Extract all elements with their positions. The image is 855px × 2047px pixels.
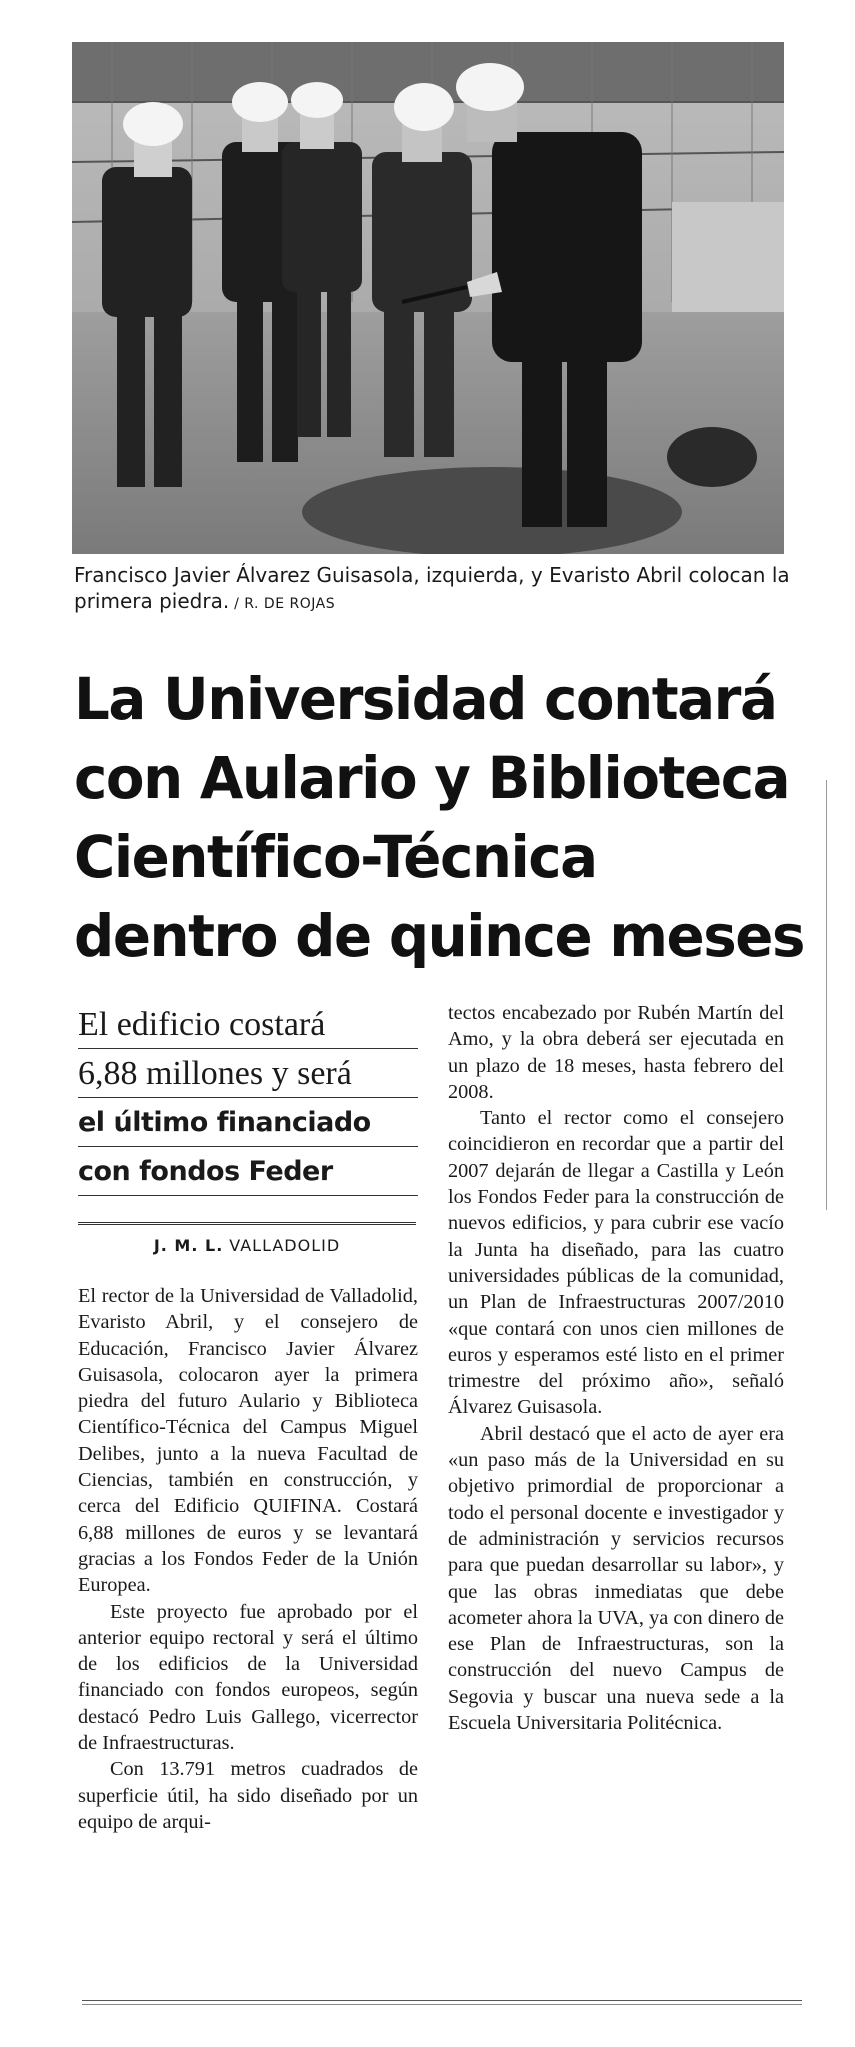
article-headline [74, 660, 805, 976]
byline-author: J. M. L. [153, 1236, 224, 1255]
article-column-right [448, 1000, 784, 1736]
headline-line-2: con Aulario y Biblioteca [74, 744, 790, 812]
bottom-divider-secondary [82, 2004, 802, 2005]
article-subheadline [78, 1000, 418, 1196]
headline-line-4: dentro de quince meses [74, 902, 805, 970]
paragraph-2: Este proyecto fue aprobado por el anterior equipo rectoral y será el último de los edificios de la Universidad financiado con fondos europeos, según destacó Pedro Luis Gallego, vicerrector de Infraestructuras. [78, 1600, 418, 1755]
subheadline-line-2: 6,88 millones y será [78, 1049, 418, 1098]
subheadline-line-1: El edificio costará [78, 1000, 418, 1049]
byline [78, 1236, 416, 1255]
headline-line-1: La Universidad contará [74, 665, 777, 733]
subheadline-line-4: con fondos Feder [78, 1147, 418, 1196]
news-photo [72, 42, 784, 554]
photo-caption [74, 562, 794, 617]
headline-line-3: Científico-Técnica [74, 823, 597, 891]
bottom-divider [82, 2000, 802, 2001]
subheadline-line-3: el último financiado [78, 1098, 418, 1147]
caption-text: Francisco Javier Álvarez Guisasola, izquierda, y Evaristo Abril colocan la primera piedra. [74, 563, 790, 613]
photo-ceremony-scene [72, 42, 784, 554]
paragraph-3-end: tectos encabezado por Rubén Martín del Amo, y la obra deberá ser ejecutada en un plazo de 18 meses, hasta febrero del 2008. [448, 1002, 784, 1103]
paragraph-1: El rector de la Universidad de Valladolid, Evaristo Abril, y el consejero de Educación, Francisco Javier Álvarez Guisasola, colocaron ayer la primera piedra del futuro Aulario y Biblioteca Científico-Técnica del Campus Miguel Delibes, junto a la nueva Facultad de Ciencias, también en construcción, y cerca del Edificio QUIFINA. Costará 6,88 millones de euros y se levantará gracias a los Fondos Feder de la Unión Europea. [78, 1285, 418, 1597]
paragraph-3-start: Con 13.791 metros cuadrados de superficie útil, ha sido diseñado por un equipo de arqui- [78, 1758, 418, 1833]
margin-rule [826, 780, 827, 1210]
byline-divider [78, 1222, 416, 1225]
article-column-left [78, 1283, 418, 1835]
paragraph-4: Tanto el rector como el consejero coincidieron en recordar que a partir del 2007 dejarán de llegar a Castilla y León los Fondos Feder para la construcción de nuevos edificios, y para cubrir ese vacío la Junta ha diseñado, para las cuatro universidades públicas de la comunidad, un Plan de Infraestructuras 2007/2010 «que contará con unos cien millones de euros y esperamos esté listo en el primer trimestre del próximo año», señaló Álvarez Guisasola. [448, 1107, 784, 1419]
byline-place: VALLADOLID [229, 1236, 341, 1255]
photo-credit: / R. DE ROJAS [229, 596, 336, 612]
paragraph-5: Abril destacó que el acto de ayer era «un paso más de la Universidad en su objetivo primordial de proporcionar a todo el personal docente e investigador y de administración y servicios recursos para que puedan desarrollar su labor», y que las obras inmediatas que debe acometer ahora la UVA, ya con dinero de ese Plan de Infraestructuras, son la construcción del nuevo Campus de Segovia y buscar una nueva sede a la Escuela Universitaria Politécnica. [448, 1422, 784, 1735]
